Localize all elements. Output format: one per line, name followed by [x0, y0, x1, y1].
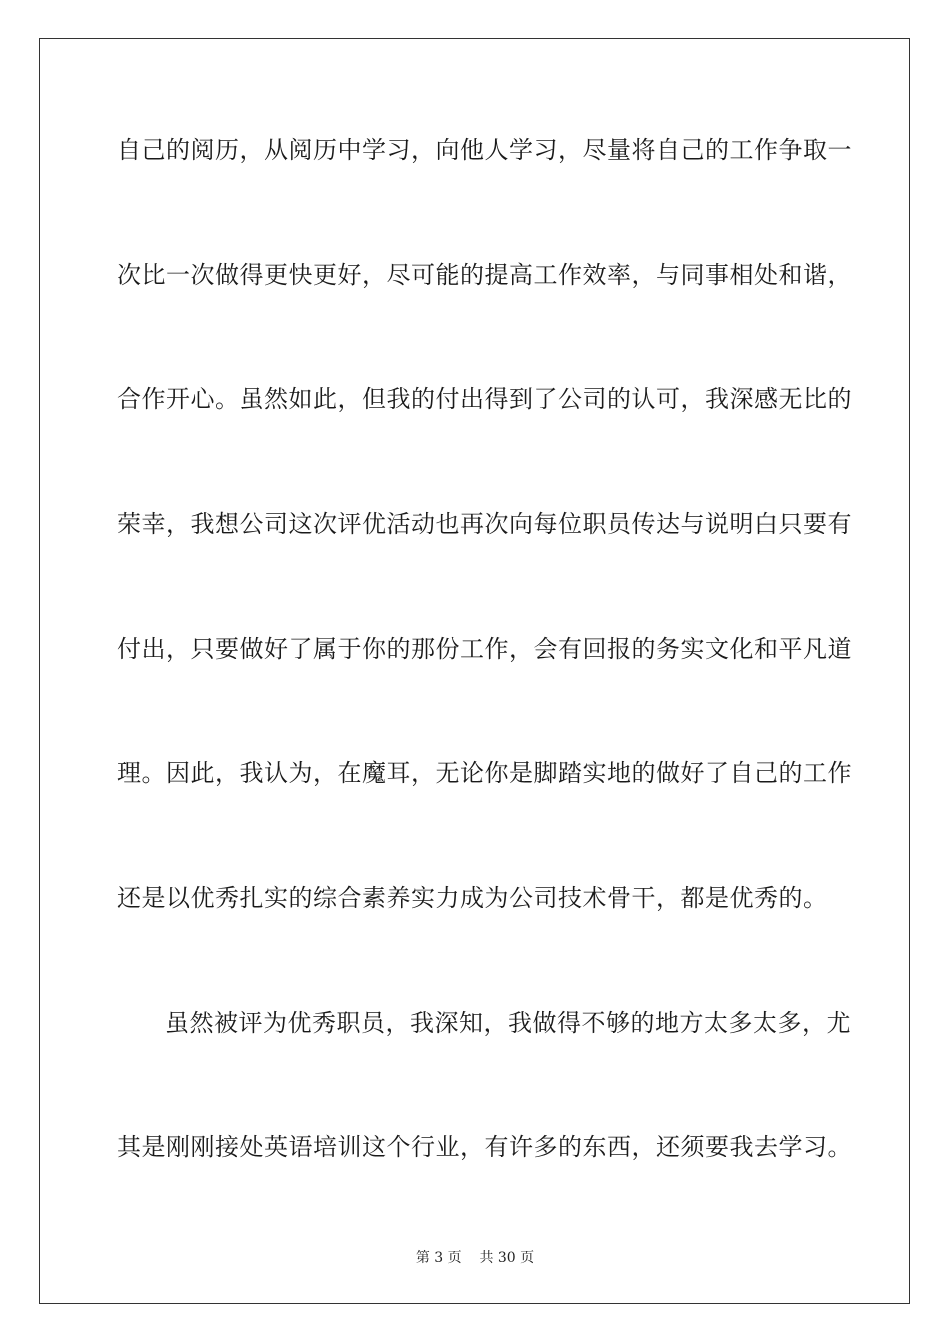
body-line-2: 次比一次做得更快更好，尽可能的提高工作效率，与同事相处和谐，	[117, 261, 852, 289]
body-line-6: 理。因此，我认为，在魔耳，无论你是脚踏实地的做好了自己的工作	[117, 759, 852, 787]
page-footer	[0, 1249, 950, 1267]
body-line-5: 付出，只要做好了属于你的那份工作，会有回报的务实文化和平凡道	[117, 635, 852, 663]
body-line-7: 还是以优秀扎实的综合素养实力成为公司技术骨干，都是优秀的。	[117, 884, 828, 912]
page-border	[39, 38, 910, 1304]
body-line-8: 虽然被评为优秀职员，我深知，我做得不够的地方太多太多，尤	[165, 1009, 851, 1037]
body-line-9: 其是刚刚接处英语培训这个行业，有许多的东西，还须要我去学习。	[117, 1133, 852, 1161]
page-total: 共 30 页	[479, 1250, 535, 1266]
body-line-4: 荣幸，我想公司这次评优活动也再次向每位职员传达与说明白只要有	[117, 510, 852, 538]
body-line-3: 合作开心。虽然如此，但我的付出得到了公司的认可，我深感无比的	[117, 385, 852, 413]
page-number: 第 3 页	[415, 1250, 462, 1266]
body-line-1: 自己的阅历，从阅历中学习，向他人学习，尽量将自己的工作争取一	[117, 136, 852, 164]
